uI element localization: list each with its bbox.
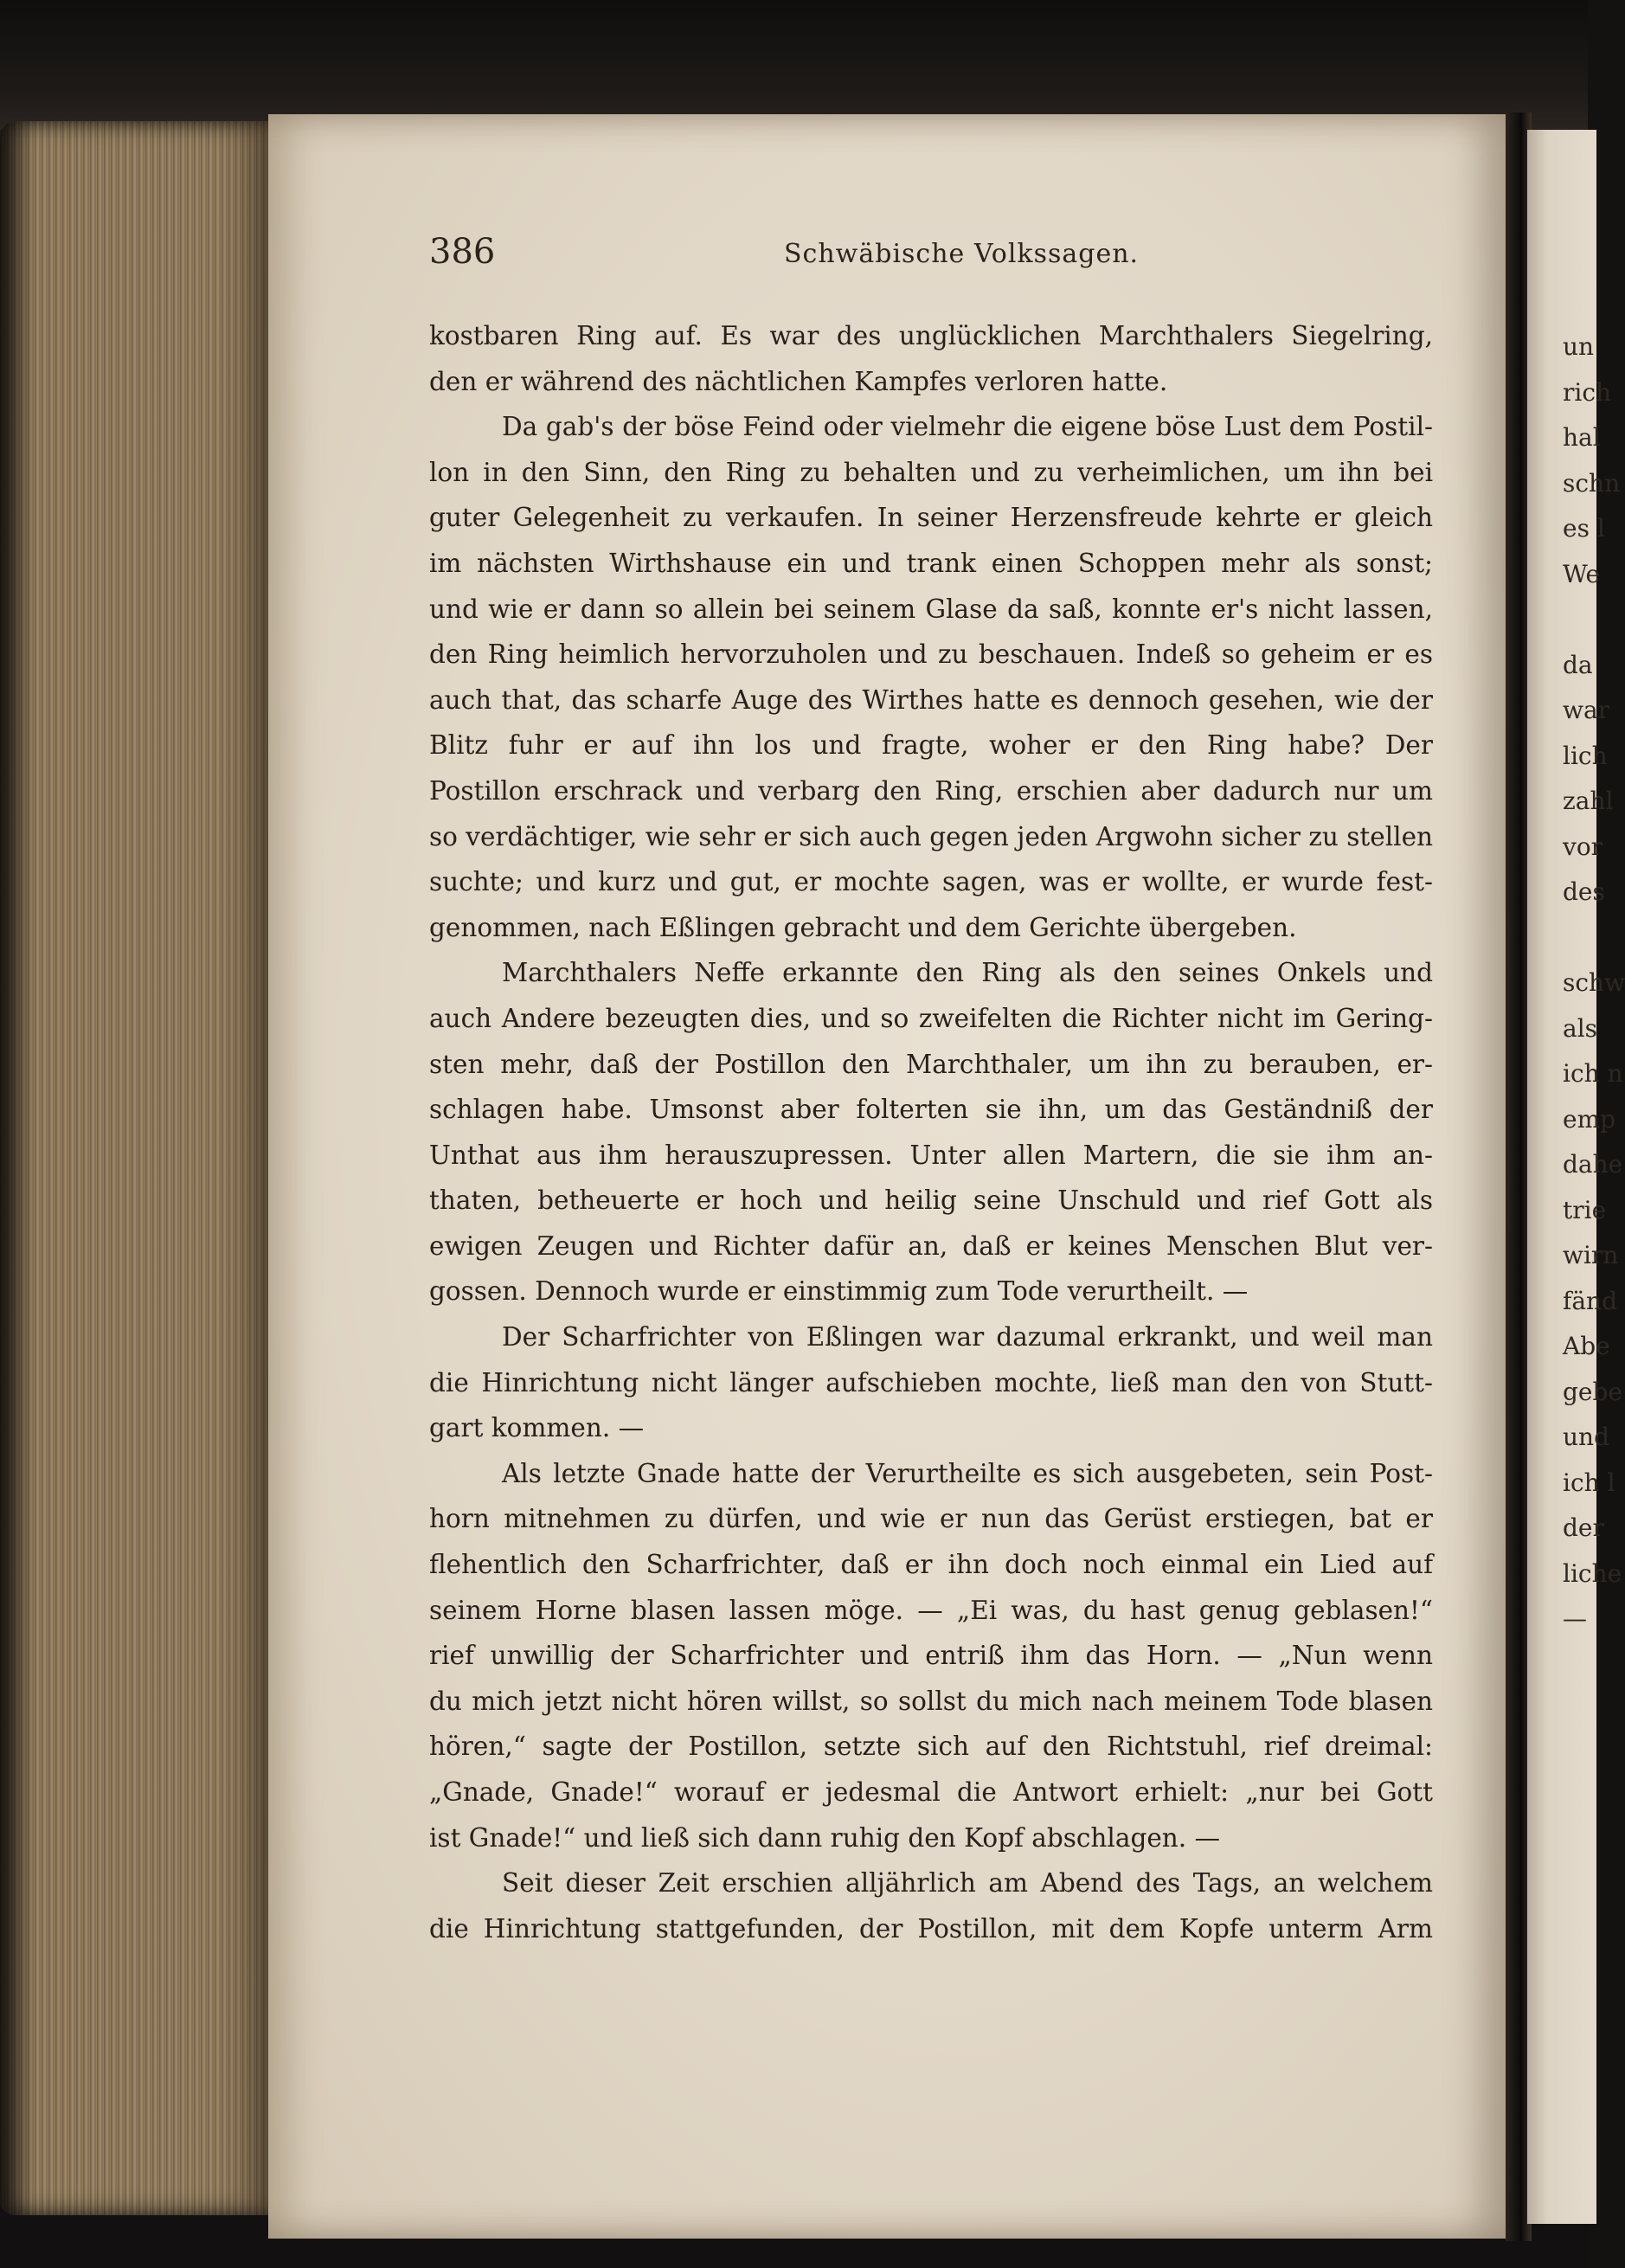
text-line: genommen, nach Eßlingen gebracht und dem Gerichte übergeben. (429, 912, 1297, 942)
text-line: auch Andere bezeugten dies, und so zweifelten die Richter nicht im Gering- (429, 1003, 1433, 1033)
text-line: die Hinrichtung stattgefunden, der Postillon, mit dem Kopfe unterm Arm (429, 1913, 1433, 1944)
text-line: kostbaren Ring auf. Es war des unglücklichen Marchthalers Siegelring, (429, 321, 1433, 350)
right-page-fragment: als (1563, 1013, 1598, 1043)
text-line: gart kommen. — (429, 1413, 645, 1443)
text-line: Der Scharfrichter von Eßlingen war dazumal erkrankt, und weil man (502, 1322, 1433, 1352)
text-line: „Gnade, Gnade!“ worauf er jedesmal die Antwort erhielt: „nur bei Gott (429, 1777, 1433, 1807)
right-page-fragment: schn (1563, 468, 1621, 498)
right-page-fragment: lich (1563, 741, 1608, 770)
right-page-fragment: und (1563, 1423, 1609, 1451)
right-page-fragment: es l (1563, 514, 1605, 543)
right-page-fragment: ich n (1563, 1059, 1623, 1088)
right-page-fragment: ich l (1563, 1468, 1615, 1497)
text-line: thaten, betheuerte er hoch und heilig seine Unschuld und rief Gott als (429, 1185, 1433, 1216)
book-cover-top (0, 0, 1588, 130)
right-page-fragment: schw (1563, 968, 1625, 997)
text-line: gossen. Dennoch wurde er einstimmig zum Tode verurtheilt. — (429, 1276, 1249, 1307)
text-line: ewigen Zeugen und Richter dafür an, daß er keines Menschen Blut ver- (429, 1230, 1433, 1261)
text-line: den Ring heimlich hervorzuholen und zu beschauen. Indeß so geheim er es (429, 639, 1433, 670)
right-page-fragment: des (1563, 877, 1605, 906)
right-page-fragment: liche (1563, 1558, 1622, 1588)
text-line: du mich jetzt nicht hören willst, so sollst du mich nach meinem Tode blasen (429, 1686, 1433, 1716)
text-line: guter Gelegenheit zu verkaufen. In seiner Herzensfreude kehrte er gleich (429, 503, 1433, 533)
body-text (429, 313, 1433, 1951)
right-page-text-fragments (1563, 324, 1625, 1642)
right-page-fragment: We (1563, 559, 1601, 588)
text-line: schlagen habe. Umsonst aber folterten sie ihn, um das Geständniß der (429, 1095, 1433, 1125)
text-line: im nächsten Wirthshause ein und trank einen Schoppen mehr als sonst; (429, 548, 1433, 578)
right-page-fragment: emp (1563, 1104, 1616, 1134)
right-page-fragment: fänd (1563, 1286, 1618, 1315)
right-page-fragment (1563, 597, 1597, 643)
text-line: lon in den Sinn, den Ring zu behalten und zu verheimlichen, um ihn bei (429, 457, 1433, 487)
text-line: Postillon erschrack und verbarg den Ring, erschien aber dadurch nur um (429, 775, 1433, 806)
page-number: 386 (429, 232, 496, 272)
right-page-fragment (1563, 916, 1597, 961)
right-page-fragment: da (1563, 650, 1593, 679)
text-line: auch that, das scharfe Auge des Wirthes hatte es dennoch gesehen, wie der (429, 684, 1433, 715)
right-page-fragment: dahe (1563, 1150, 1623, 1179)
right-page-fragment: trie (1563, 1195, 1607, 1224)
text-line: so verdächtiger, wie sehr er sich auch gegen jeden Argwohn sicher zu stellen (429, 821, 1434, 851)
text-line: Marchthalers Neffe erkannte den Ring als den seines Onkels und (502, 958, 1433, 988)
right-page-fragment: hal (1563, 423, 1601, 452)
text-line: und wie er dann so allein bei seinem Glase da saß, konnte er's nicht lassen, (429, 594, 1433, 624)
text-line: horn mitnehmen zu dürfen, und wie er nun das Gerüst erstiegen, bat er (429, 1504, 1433, 1534)
right-page-fragment: un (1563, 332, 1595, 361)
text-line: hören,“ sagte der Postillon, setzte sich auf den Richtstuhl, rief dreimal: (429, 1732, 1433, 1762)
text-line: den er während des nächtlichen Kampfes verloren hatte. (429, 366, 1168, 396)
text-line: sten mehr, daß der Postillon den Marchthaler, um ihn zu berauben, er- (429, 1049, 1433, 1079)
text-line: Da gab's der böse Feind oder vielmehr die eigene böse Lust dem Postil- (502, 412, 1433, 442)
right-page-fragment: zahl (1563, 787, 1614, 815)
right-page-fragment: war (1563, 696, 1610, 724)
text-line: flehentlich den Scharfrichter, daß er ihn doch noch einmal ein Lied auf (429, 1550, 1433, 1580)
text-line: suchte; und kurz und gut, er mochte sagen, was er wollte, er wurde fest- (429, 867, 1433, 897)
right-page-fragment: vor (1563, 832, 1603, 861)
text-line: Als letzte Gnade hatte der Verurtheilte es sich ausgebeten, sein Post- (502, 1458, 1433, 1488)
page-edges-shadow (0, 121, 277, 2215)
text-line: Seit dieser Zeit erschien alljährlich am Abend des Tags, an welchem (502, 1868, 1433, 1899)
page-header (429, 232, 1433, 284)
right-page-fragment: gebe (1563, 1377, 1622, 1406)
right-page-fragment: der (1563, 1513, 1604, 1542)
right-page-fragment: wirn (1563, 1241, 1619, 1269)
text-line: Unthat aus ihm herauszupressen. Unter allen Martern, die sie ihm an- (429, 1140, 1433, 1170)
right-page-fragment: Abe (1563, 1332, 1610, 1360)
right-page-fragment: — (1563, 1604, 1587, 1633)
text-line: Blitz fuhr er auf ihn los und fragte, woher er den Ring habe? Der (429, 730, 1433, 761)
running-head: Schwäbische Volkssagen. (784, 239, 1140, 269)
text-line: rief unwillig der Scharfrichter und entriß ihm das Horn. — „Nun wenn (429, 1641, 1433, 1671)
text-line: ist Gnade!“ und ließ sich dann ruhig den Kopf abschlagen. — (429, 1822, 1221, 1853)
right-page-fragment: rich (1563, 377, 1612, 407)
text-line: die Hinrichtung nicht länger aufschieben mochte, ließ man den von Stutt- (429, 1367, 1433, 1397)
text-line: seinem Horne blasen lassen möge. — „Ei was, du hast genug geblasen!“ (429, 1595, 1433, 1625)
